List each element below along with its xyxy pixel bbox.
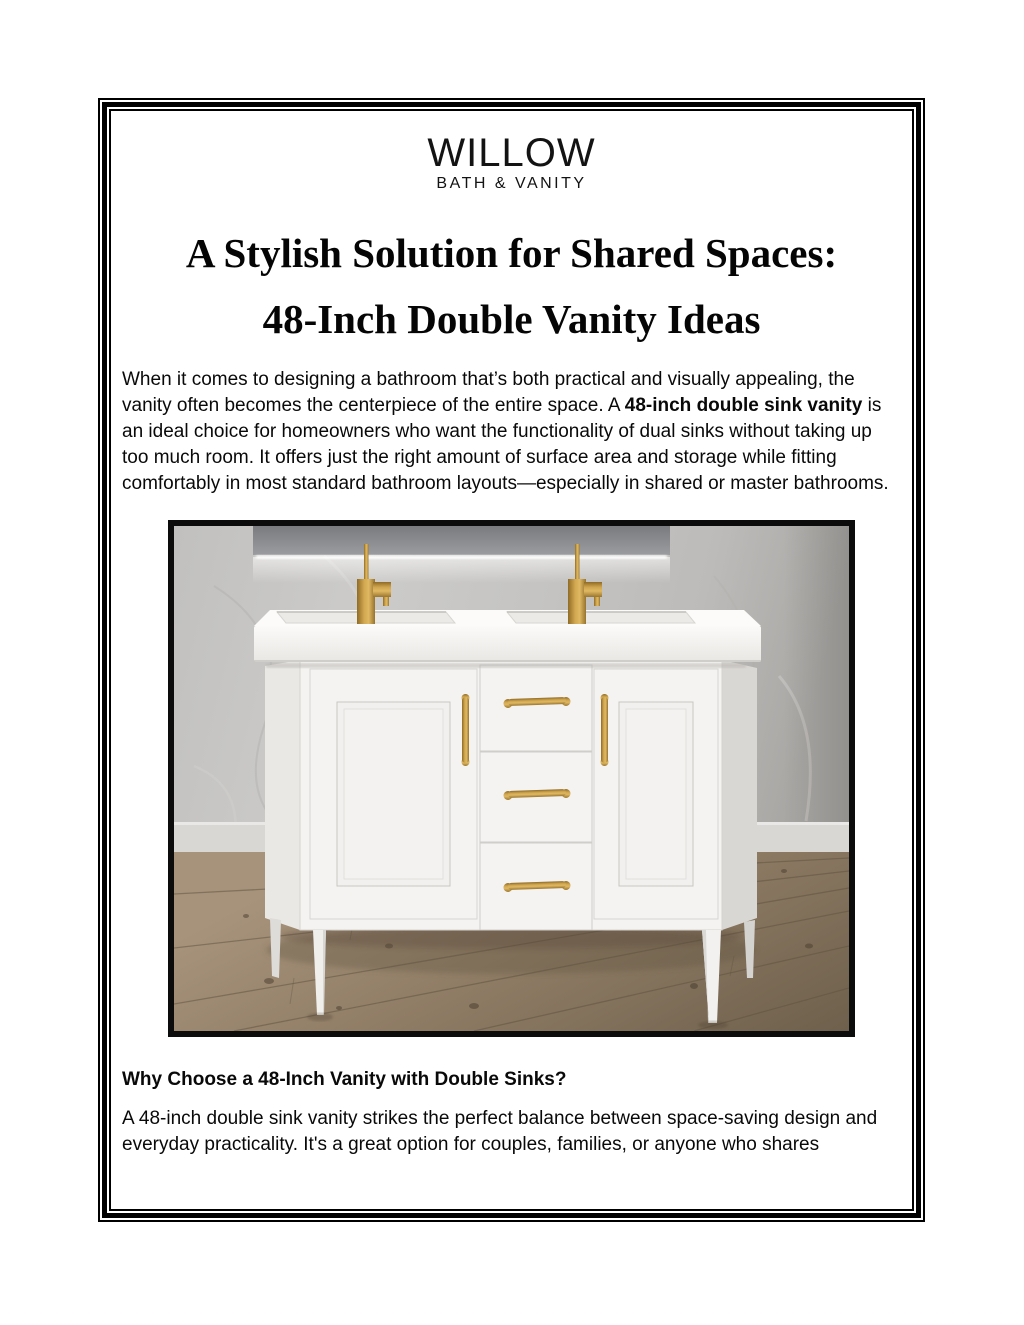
brand-logo — [120, 133, 903, 194]
cabinet-right-side — [722, 660, 757, 930]
intro-text-before: When it comes to designing a bathroom that’s both practical and visually appealing, the vanity often becomes the centerpiece of the entire space. A — [122, 369, 855, 416]
page-title — [120, 220, 903, 352]
title-line-1: A Stylish Solution for Shared Spaces: — [185, 230, 838, 276]
vanity-photo — [168, 520, 855, 1037]
section-heading: Why Choose a 48-Inch Vanity with Double Sinks? — [122, 1069, 567, 1090]
right-sink — [507, 612, 695, 623]
section-paragraph: A 48-inch double sink vanity strikes the perfect balance between space-saving design and everyday practicality. It's a great option for couples, families, or anyone who shares — [122, 1108, 878, 1155]
vanity-scene — [174, 526, 849, 1031]
backlit-mirror — [253, 526, 670, 583]
right-door — [594, 669, 718, 919]
intro-keyphrase: 48-inch double sink vanity — [624, 395, 863, 416]
intro-paragraph — [122, 367, 901, 497]
left-door — [310, 669, 477, 919]
vanity-floor-shadow — [266, 923, 756, 974]
cabinet-left-side — [265, 660, 300, 930]
title-line-2: 48-Inch Double Vanity Ideas — [262, 296, 761, 342]
countertop — [254, 610, 761, 668]
brand-name: WILLOW — [427, 131, 596, 175]
decorative-border-outer — [98, 98, 925, 1222]
decorative-border-middle — [102, 102, 921, 1218]
intro-text-after: is an ideal choice for homeowners who want the functionality of dual sinks without taking up too much room. It offers just the right amount of surface area and storage while fitting comfortably in most standard bathroom layouts—especially in shared or master bathrooms. — [122, 395, 889, 494]
decorative-border-inner — [109, 109, 914, 1211]
brand-tagline: BATH & VANITY — [436, 175, 587, 192]
